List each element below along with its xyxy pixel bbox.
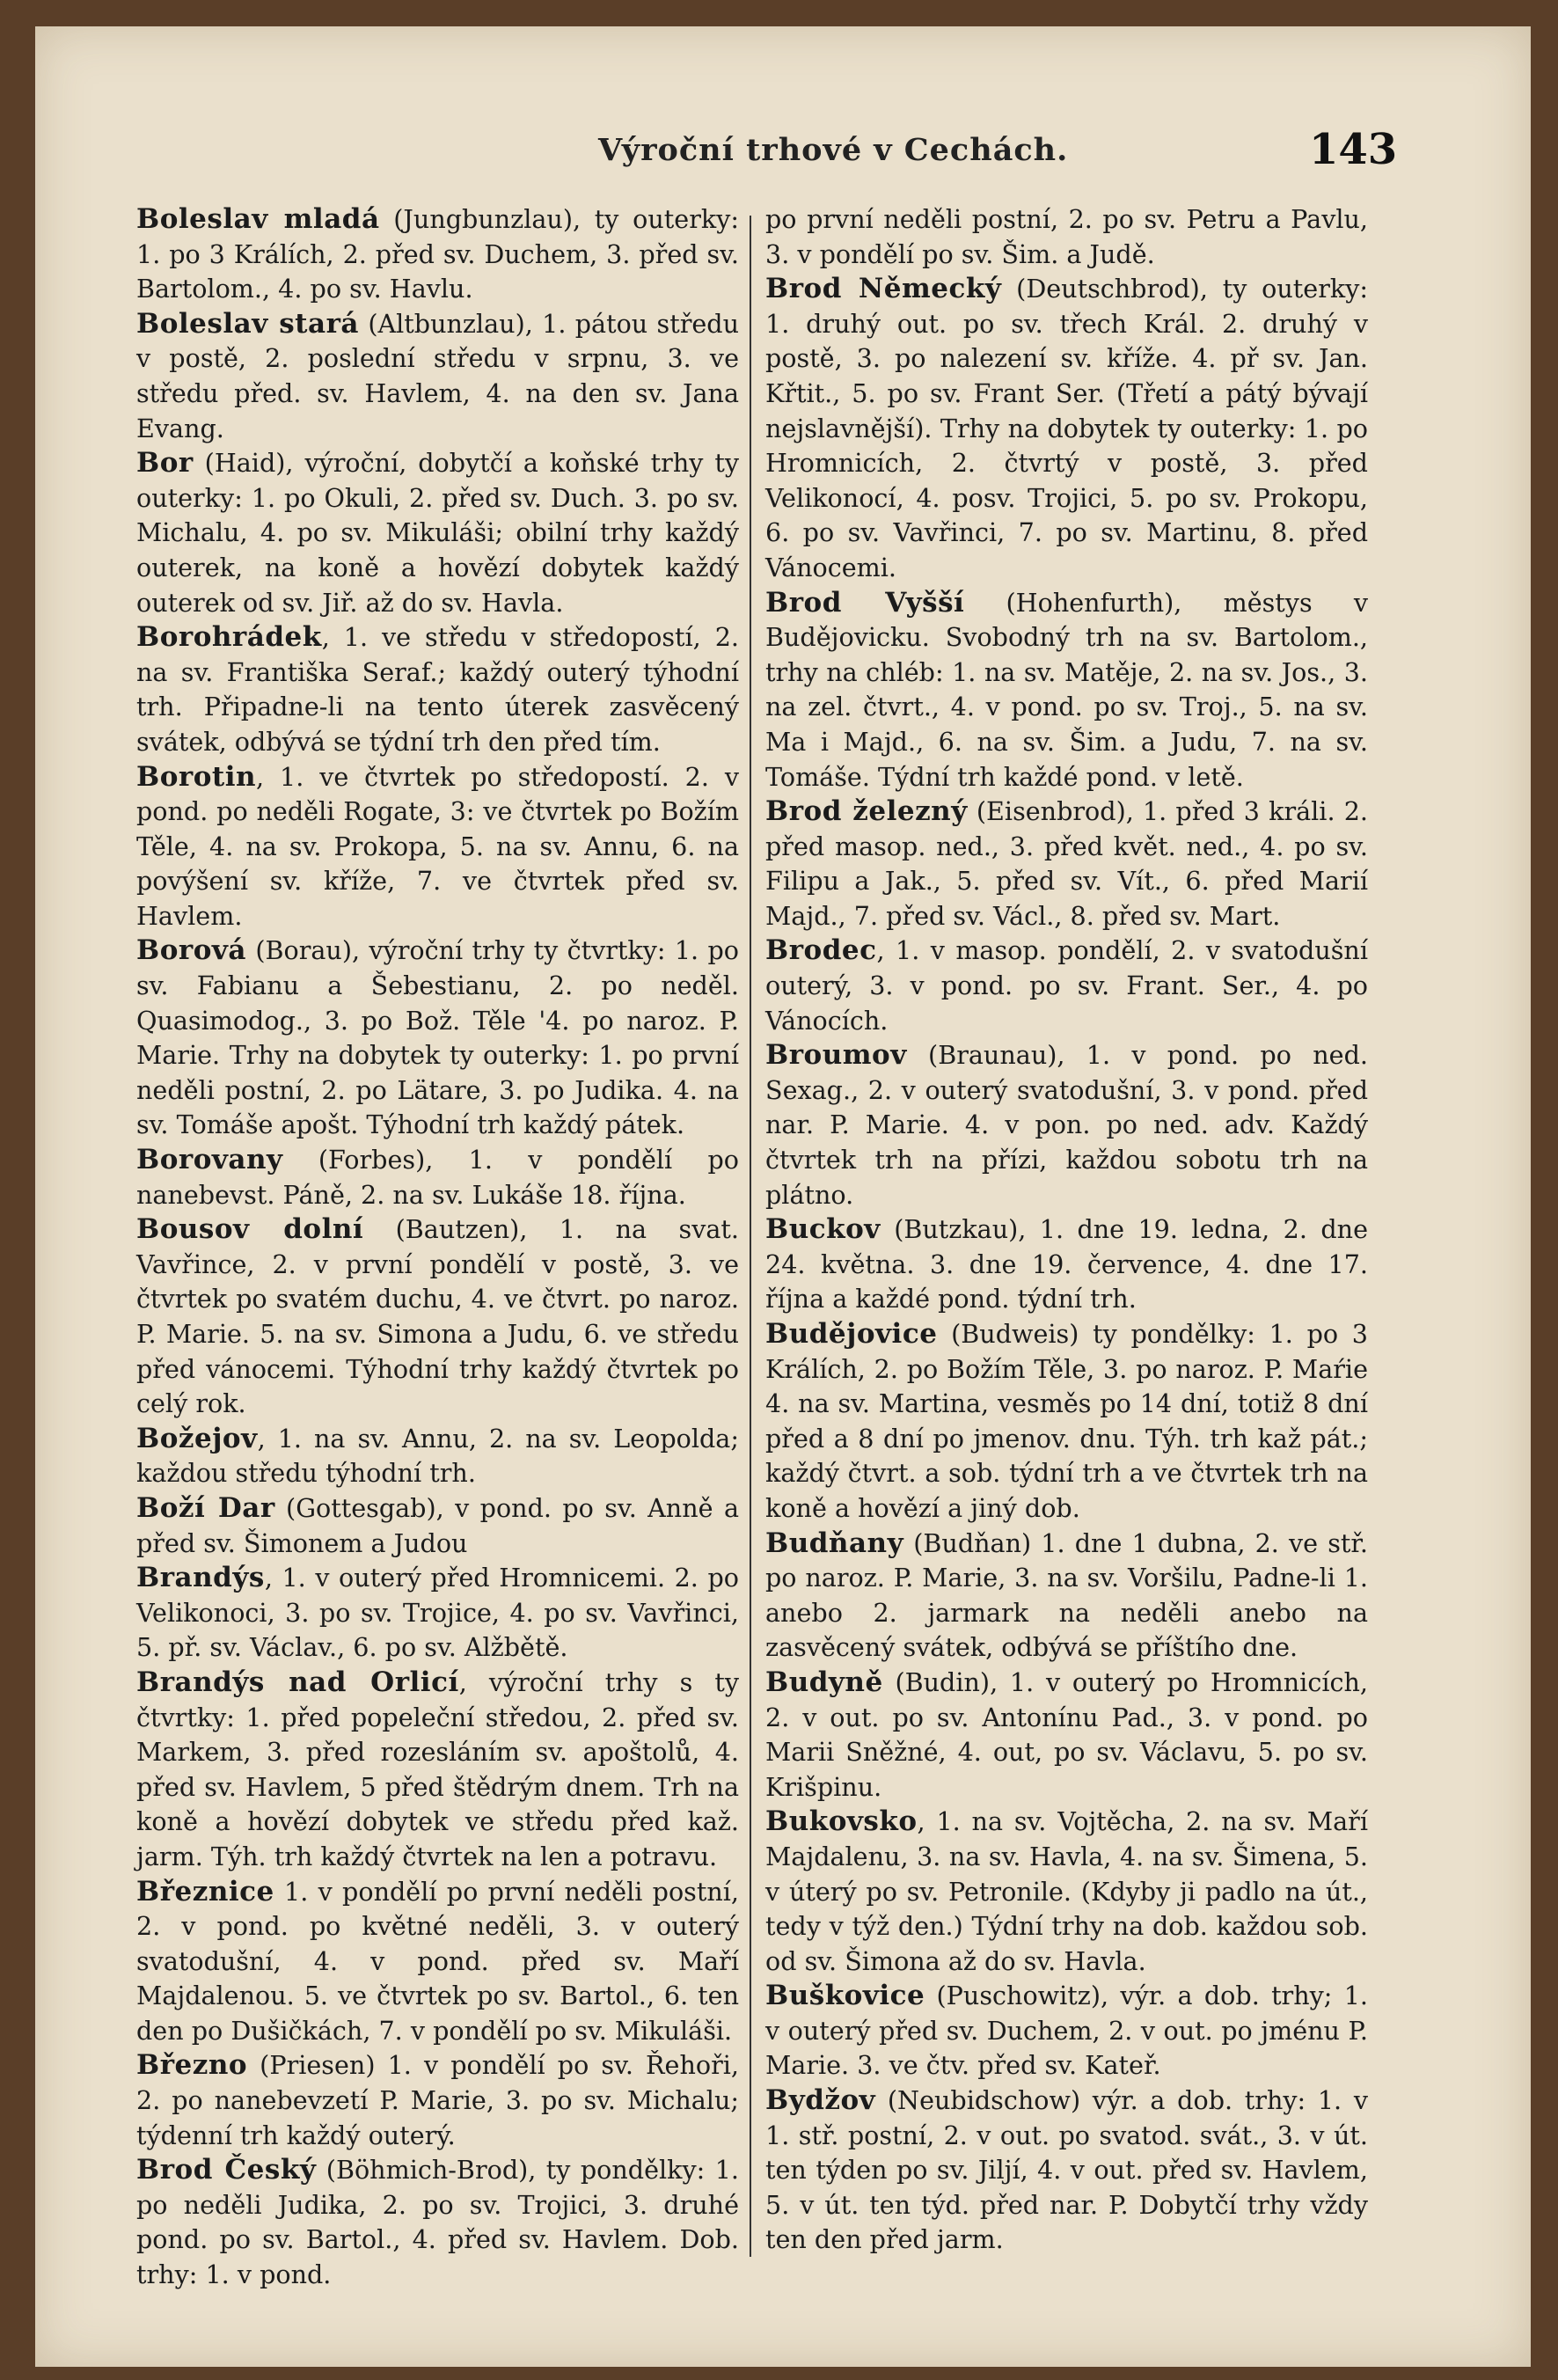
entry-text: (Hohenfurth), městys v Budějovicku. Svobodný trh na sv. Bartolom., trhy na chléb: 1. na sv. Matěje, 2. na sv. Jos., 3. na zel. čtvrt., 4. v pond. po sv. Troj., 5. na sv. Ma i Majd., 6. na sv. Šim. a Judu, 7. na sv. Tomáše. Týdní trh každé pond. v letě. <box>765 587 1368 792</box>
entry-name: Bydžov <box>765 2084 876 2117</box>
entry-text: , 1. na sv. Annu, 2. na sv. Leopolda; každou středu týhodní trh. <box>136 1423 739 1489</box>
entry-name: Budyně <box>765 1666 883 1698</box>
entry-name: Brod Německý <box>765 273 1002 305</box>
entry-name: Borohrádek <box>136 621 322 654</box>
entry-text: (Bautzen), 1. na svat. Vavřince, 2. v první pondělí v postě, 3. ve čtvrtek po svatém duchu, 4. ve čtvrt. po naroz. P. Marie. 5. na sv. Simona a Judu, 6. ve středu před vánocemi. Týhodní trhy každý čtvrtek po celý rok. <box>136 1214 739 1419</box>
entry-text: (Böhmich-Brod), ty pondělky: 1. po neděli Judika, 2. po sv. Trojici, 3. druhé pond. po sv. Bartol., 4. před sv. Havlem. Dob. trhy: 1. v pond. <box>136 2155 739 2290</box>
entry-name: Broumov <box>765 1039 907 1072</box>
entry <box>136 620 739 759</box>
entry <box>136 1143 739 1212</box>
entry <box>136 2048 739 2153</box>
entry <box>136 446 739 620</box>
entry-name: Brandýs <box>136 1562 265 1594</box>
entry-text: (Haid), výroční, dobytčí a koňské trhy ty outerky: 1. po Okuli, 2. před sv. Duch. 3. po sv. Michalu, 4. po sv. Mikuláši; obilní trhy každý outerek, na koně a hovězí dobytek každý outerek od sv. Jiř. až do sv. Havla. <box>136 448 739 618</box>
entry <box>136 1666 739 1875</box>
entry-name: Bousov dolní <box>136 1213 364 1246</box>
entry-text: (Gottesgab), v pond. po sv. Anně a před sv. Šimonem a Judou <box>136 1492 739 1558</box>
entry-text: (Butzkau), 1. dne 19. ledna, 2. dne 24. května. 3. dne 19. července, 4. dne 17. října a každé pond. týdní trh. <box>765 1214 1368 1314</box>
entry <box>136 1491 739 1561</box>
book-page <box>35 26 1531 2367</box>
entry-text: (Braunau), 1. v pond. po ned. Sexag., 2. v outerý svatodušní, 3. v pond. před nar. P. Marie. 4. v pon. po ned. adv. Každý čtvrtek trh na přízi, každou sobotu trh na plátno. <box>765 1040 1368 1210</box>
entry-name: Borovany <box>136 1144 283 1176</box>
entry-name: Brodec <box>765 934 877 967</box>
entry <box>765 934 1368 1038</box>
entry <box>765 1038 1368 1212</box>
entry-name: Brod Český <box>136 2154 317 2186</box>
column-divider <box>750 216 751 2257</box>
entry <box>765 2083 1368 2258</box>
entry-name: Boží Dar <box>136 1491 275 1524</box>
entry-text: (Eisenbrod), 1. před 3 králi. 2. před masop. ned., 3. před květ. ned., 4. po sv. Filipu a Jak., 5. před sv. Vít., 6. před Marií Majd., 7. před sv. Václ., 8. před sv. Mart. <box>765 796 1368 931</box>
entry-name: Bor <box>136 447 194 480</box>
entry <box>765 586 1368 795</box>
entry <box>765 1527 1368 1666</box>
entry <box>765 1212 1368 1317</box>
entry-text: , 1. ve čtvrtek po středopostí. 2. v pond. po neděli Rogate, 3: ve čtvrtek po Božím Těle, 4. na sv. Prokopa, 5. na sv. Annu, 6. na povýšení sv. kříže, 7. ve čtvrtek před sv. Havlem. <box>136 761 739 931</box>
entry <box>136 760 739 934</box>
entry-text: (Puschowitz), výr. a dob. trhy; 1. v outerý před sv. Duchem, 2. v out. po jménu P. Marie. 3. ve čtv. před sv. Kateř. <box>765 1981 1368 2081</box>
entry <box>136 1422 739 1491</box>
right-column <box>765 202 1368 2258</box>
entry-name: Buškovice <box>765 1980 925 2012</box>
entry <box>765 1979 1368 2083</box>
running-header: Výroční trhové v Cechách. <box>598 132 1069 168</box>
entry-name: Budňany <box>765 1527 904 1559</box>
entry <box>765 795 1368 934</box>
entry-text: (Altbunzlau), 1. pátou středu v postě, 2. poslední středu v srpnu, 3. ve středu před. sv. Havlem, 4. na den sv. Jana Evang. <box>136 308 740 443</box>
entry-name: Božejov <box>136 1422 258 1454</box>
left-column <box>136 202 739 2293</box>
entry <box>136 1875 739 2049</box>
page-number: 143 <box>1309 125 1398 174</box>
entry-text: (Budin), 1. v outerý po Hromnicích, 2. v out. po sv. Antonínu Pad., 3. v pond. po Marii Sněžné, 4. out, po sv. Václavu, 5. po sv. Krišpinu. <box>765 1666 1368 1802</box>
entry-text: (Deutschbrod), ty outerky: 1. druhý out. po sv. třech Král. 2. druhý v postě, 3. po nalezení sv. kříže. 4. př sv. Jan. Křtit., 5. po sv. Frant Ser. (Třetí a pátý bývají nejslavnější). Trhy na dobytek ty outerky: 1. po Hromnicích, 2. čtvrtý v postě, 3. před Velikonocí, 4. posv. Trojici, 5. po sv. Prokopu, 6. po sv. Vavřinci, 7. po sv. Martinu, 8. před Vánocemi. <box>765 274 1368 582</box>
entry-text: (Jungbunzlau), ty outerky: 1. po 3 Králích, 2. před sv. Duchem, 3. před sv. Bartolom., 4. po sv. Havlu. <box>136 204 739 304</box>
entry <box>765 1805 1368 1979</box>
entry-name: Borová <box>136 934 246 967</box>
entry-text: (Budňan) 1. dne 1 dubna, 2. ve stř. po naroz. P. Marie, 3. na sv. Voršilu, Padne-li 1. anebo 2. jarmark na neděli anebo na zasvěcený svátek, odbývá se příštího dne. <box>765 1527 1368 1663</box>
entry-text: (Priesen) 1. v pondělí po sv. Řehoři, 2. po nanebevzetí P. Marie, 3. po sv. Michalu; týdenní trh každý outerý. <box>136 2050 739 2150</box>
entry-text: (Neubidschow) výr. a dob. trhy: 1. v 1. stř. postní, 2. v out. po svatod. svát., 3. v út. ten týden po sv. Jiljí, 4. v out. před sv. Havlem, 5. v út. ten týd. před nar. P. Dobytčí trhy vždy ten den před jarm. <box>765 2085 1368 2255</box>
entry-text: (Forbes), 1. v pondělí po nanebevst. Páně, 2. na sv. Lukáše 18. října. <box>136 1145 739 1210</box>
entry-name: Brod Vyšší <box>765 586 965 619</box>
entry-text: , 1. v outerý před Hromnicemi. 2. po Velikonoci, 3. po sv. Trojice, 4. po sv. Vavřinci, 5. př. sv. Václav., 6. po sv. Alžbětě. <box>136 1563 739 1663</box>
entry <box>765 272 1368 585</box>
entry-name: Buckov <box>765 1213 881 1246</box>
entry-text: , 1. na sv. Vojtěcha, 2. na sv. Maří Majdalenu, 3. na sv. Havla, 4. na sv. Šimena, 5. v úterý po sv. Petronile. (Kdyby ji padlo na út., tedy v týž den.) Týdní trhy na dob. každou sob. od sv. Šimona až do sv. Havla. <box>765 1806 1368 1976</box>
entry-name: Brandýs nad Orlicí <box>136 1666 459 1698</box>
entry-name: Březno <box>136 2049 248 2082</box>
entry-text: , 1. ve středu v středopostí, 2. na sv. Františka Seraf.; každý outerý týhodní trh. Připadne-li na tento úterek zasvěcený svátek, odbývá se týdní trh den před tím. <box>136 622 739 757</box>
entry-text: po první neděli postní, 2. po sv. Petru a Pavlu, 3. v pondělí po sv. Šim. a Judě. <box>765 204 1368 269</box>
entry-name: Březnice <box>136 1875 274 1908</box>
entry <box>136 202 739 307</box>
entry-text: , výroční trhy s ty čtvrtky: 1. před popeleční středou, 2. před sv. Markem, 3. před rozesláním sv. apoštolů, 4. před sv. Havlem, 5 před štědrým dnem. Trh na koně a hovězí dobytek ve středu před kaž. jarm. Týh. trh každý čtvrtek na len a potravu. <box>136 1666 739 1871</box>
entry-name: Budějovice <box>765 1318 938 1350</box>
entry-name: Brod železný <box>765 795 968 828</box>
entry-name: Boleslav mladá <box>136 203 380 235</box>
entry-name: Bukovsko <box>765 1805 918 1838</box>
entry <box>765 1317 1368 1527</box>
entry <box>136 2153 739 2292</box>
entry-text: (Borau), výroční trhy ty čtvrtky: 1. po sv. Fabianu a Šebestianu, 2. po neděl. Quasimodog., 3. po Bož. Těle '4. po naroz. P. Marie. Trhy na dobytek ty outerky: 1. po první neděli postní, 2. po Lätare, 3. po Judika. 4. na sv. Tomáše apošt. Týhodní trh každý pátek. <box>136 935 739 1140</box>
entry <box>136 307 739 446</box>
entry <box>136 934 739 1143</box>
entry <box>765 1666 1368 1805</box>
entry-text: 1. v pondělí po první neděli postní, 2. v pond. po květné neděli, 3. v outerý svatodušní, 4. v pond. před sv. Maří Majdalenou. 5. ve čtvrtek po sv. Bartol., 6. ten den po Dušičkách, 7. v pondělí po sv. Mikuláši. <box>136 1876 739 2046</box>
entry-name: Borotin <box>136 760 257 793</box>
entry-name: Boleslav stará <box>136 307 360 340</box>
entry-continuation <box>765 202 1368 272</box>
entry-text: , 1. v masop. pondělí, 2. v svatodušní outerý, 3. v pond. po sv. Frant. Ser., 4. po Vánocích. <box>765 935 1368 1036</box>
entry-text: (Budweis) ty pondělky: 1. po 3 Králích, 2. po Božím Těle, 3. po naroz. P. Maŕie 4. na sv. Martina, vesměs po 14 dní, totiž 8 dní před a 8 dní po jmenov. dnu. Týh. trh kaž pát.; každý čtvrt. a sob. týdní trh a ve čtvrtek trh na koně a hovězí a jiný dob. <box>765 1319 1368 1523</box>
entry <box>136 1561 739 1666</box>
entry <box>136 1212 739 1422</box>
